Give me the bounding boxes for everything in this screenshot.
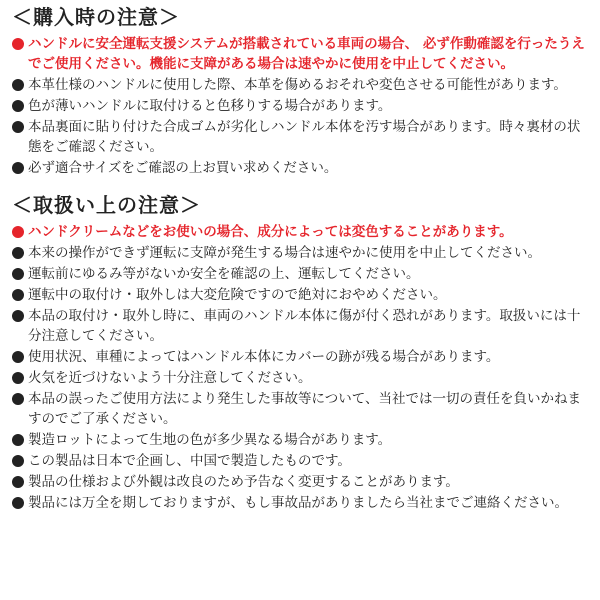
item-text: 製品の仕様および外観は改良のため予告なく変更することがあります。 <box>28 474 459 490</box>
item-text: 使用状況、車種によってはハンドル本体にカバーの跡が残る場合があります。 <box>28 349 500 365</box>
item-text: 製品には万全を期しておりますが、もし事故品がありましたら当社までご連絡ください。 <box>28 495 568 511</box>
item-text: 本品の誤ったご使用方法により発生した事故等について、当社では一切の責任を負いかねますのでご了承ください。 <box>28 391 581 427</box>
bullet-icon <box>12 79 24 91</box>
item-text: 本革仕様のハンドルに使用した際、本革を傷めるおそれや変色させる可能性があります。 <box>28 77 567 93</box>
bullet-icon <box>12 247 24 259</box>
list-item <box>12 430 590 450</box>
section-title: ＜取扱い上の注意＞ <box>12 193 201 217</box>
list-item <box>12 493 590 513</box>
list-item <box>12 347 590 367</box>
list-item <box>12 285 590 305</box>
list-item <box>12 75 590 95</box>
item-text: 運転中の取付け・取外しは大変危険ですので絶対におやめください。 <box>28 287 447 303</box>
list-item <box>12 96 590 116</box>
notice-list <box>12 34 590 178</box>
list-item <box>12 389 590 429</box>
warning-item <box>12 222 590 242</box>
item-text: 運転前にゆるみ等がないか安全を確認の上、運転してください。 <box>28 266 420 282</box>
item-text: ハンドルに安全運転支援システムが搭載されている車両の場合、 必ず作動確認を行ったうえでご使用ください。機能に支障がある場合は速やかに使用を中止してください。 <box>28 36 585 72</box>
list-item <box>12 472 590 492</box>
item-text: 製造ロットによって生地の色が多少異なる場合があります。 <box>28 432 392 448</box>
list-item <box>12 264 590 284</box>
handling-notice-section <box>12 192 590 513</box>
bullet-icon <box>12 121 24 133</box>
bullet-icon <box>12 476 24 488</box>
list-item <box>12 368 590 388</box>
bullet-icon <box>12 497 24 509</box>
list-item <box>12 117 590 157</box>
list-item <box>12 243 590 263</box>
bullet-icon <box>12 434 24 446</box>
bullet-icon <box>12 289 24 301</box>
item-text: 火気を近づけないよう十分注意してください。 <box>28 370 312 386</box>
purchase-notice-section <box>12 4 590 178</box>
bullet-icon <box>12 393 24 405</box>
bullet-icon <box>12 372 24 384</box>
bullet-icon <box>12 162 24 174</box>
item-text: 本品裏面に貼り付けた合成ゴムが劣化しハンドル本体を汚す場合があります。時々裏材の状態をご確認ください。 <box>28 119 581 155</box>
notice-list <box>12 222 590 513</box>
bullet-icon <box>12 38 24 50</box>
bullet-icon <box>12 268 24 280</box>
item-text: ハンドクリームなどをお使いの場合、成分によっては変色することがあります。 <box>28 224 513 240</box>
item-text: 本品の取付け・取外し時に、車両のハンドル本体に傷が付く恐れがあります。取扱いには十分注意してください。 <box>28 308 581 344</box>
item-text: 色が薄いハンドルに取付けると色移りする場合があります。 <box>28 98 392 114</box>
warning-item <box>12 34 590 74</box>
list-item <box>12 158 590 178</box>
section-title: ＜購入時の注意＞ <box>12 5 180 29</box>
bullet-icon <box>12 100 24 112</box>
bullet-icon <box>12 310 24 322</box>
item-text: 必ず適合サイズをご確認の上お買い求めください。 <box>28 160 338 176</box>
list-item <box>12 451 590 471</box>
bullet-icon <box>12 351 24 363</box>
item-text: 本来の操作ができず運転に支障が発生する場合は速やかに使用を中止してください。 <box>28 245 541 261</box>
list-item <box>12 306 590 346</box>
bullet-icon <box>12 226 24 238</box>
item-text: この製品は日本で企画し、中国で製造したものです。 <box>28 453 351 469</box>
bullet-icon <box>12 455 24 467</box>
